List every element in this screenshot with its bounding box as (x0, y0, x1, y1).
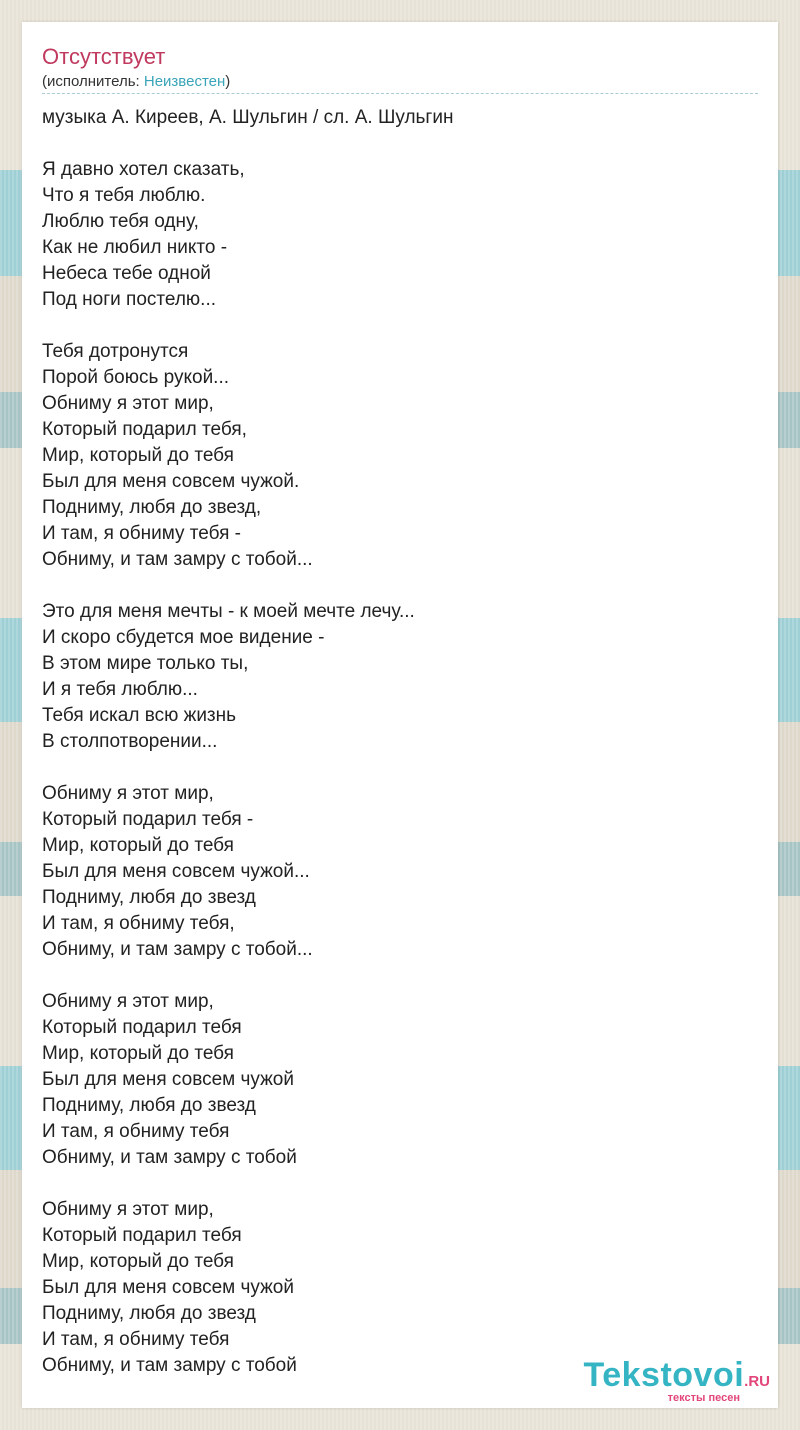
lyric-line: И там, я обниму тебя, (42, 913, 235, 934)
lyric-line: Который подарил тебя (42, 1225, 242, 1246)
logo-main-text: Tekstovoi (583, 1356, 745, 1394)
lyric-line: Был для меня совсем чужой (42, 1069, 294, 1090)
lyric-line: Подниму, любя до звезд, (42, 497, 262, 518)
lyric-line: Обниму, и там замру с тобой... (42, 939, 313, 960)
logo-wordmark (583, 1358, 770, 1392)
lyric-line: Это для меня мечты - к моей мечте лечу... (42, 601, 415, 622)
lyric-line: Небеса тебе одной (42, 263, 211, 284)
lyric-line: Обниму, и там замру с тобой (42, 1147, 297, 1168)
lyric-line: Обниму, и там замру с тобой (42, 1355, 297, 1376)
lyric-line: Что я тебя люблю. (42, 185, 206, 206)
header-divider (42, 93, 758, 94)
lyric-line: Был для меня совсем чужой. (42, 471, 300, 492)
lyric-line: Порой боюсь рукой... (42, 367, 230, 388)
lyric-line: И там, я обниму тебя (42, 1329, 230, 1350)
lyric-line: Был для меня совсем чужой (42, 1277, 294, 1298)
lyric-line: Подниму, любя до звезд (42, 1095, 256, 1116)
lyric-line: Который подарил тебя (42, 1017, 242, 1038)
performer-link[interactable]: Неизвестен (143, 73, 226, 90)
logo-tld: .RU (744, 1373, 770, 1390)
lyric-line: И я тебя люблю... (42, 679, 198, 700)
lyric-line: Я давно хотел сказать, (42, 159, 245, 180)
lyrics-stanza (42, 989, 742, 1171)
lyric-line: Люблю тебя одну, (42, 211, 199, 232)
performer-line (42, 72, 230, 92)
song-title: Отсутствует (42, 44, 166, 69)
lyric-line: Под ноги постелю... (42, 289, 217, 310)
lyric-line: Обниму я этот мир, (42, 783, 214, 804)
lyric-line: Был для меня совсем чужой... (42, 861, 310, 882)
lyrics-stanza (42, 339, 742, 573)
lyric-line: Как не любил никто - (42, 237, 228, 258)
lyric-line: Подниму, любя до звезд (42, 887, 256, 908)
lyric-line: Мир, который до тебя (42, 835, 234, 856)
lyric-line: В столпотворении... (42, 731, 218, 752)
logo-tagline: тексты песен (667, 1392, 740, 1404)
lyric-line: Тебя искал всю жизнь (42, 705, 237, 726)
lyric-line: Тебя дотронутся (42, 341, 189, 362)
song-credits: музыка А. Киреев, А. Шульгин / сл. А. Шульгин (42, 107, 454, 128)
site-logo[interactable] (583, 1358, 770, 1404)
lyric-line: И там, я обниму тебя - (42, 523, 241, 544)
lyrics-stanza (42, 599, 742, 755)
lyric-line: Обниму я этот мир, (42, 1199, 214, 1220)
lyric-line: Обниму я этот мир, (42, 393, 214, 414)
lyric-line: Обниму я этот мир, (42, 991, 214, 1012)
lyric-line: И скоро сбудется мое видение - (42, 627, 325, 648)
lyric-line: Который подарил тебя, (42, 419, 247, 440)
lyric-line: Который подарил тебя - (42, 809, 254, 830)
lyric-line: Мир, который до тебя (42, 445, 234, 466)
lyric-line: Обниму, и там замру с тобой... (42, 549, 313, 570)
lyrics-card (22, 22, 778, 1408)
performer-suffix: ) (225, 73, 231, 90)
lyric-line: Мир, который до тебя (42, 1043, 234, 1064)
performer-prefix: (исполнитель: (42, 73, 144, 90)
lyric-line: В этом мире только ты, (42, 653, 249, 674)
lyrics-stanza (42, 157, 742, 313)
lyrics-stanza (42, 1197, 742, 1379)
lyrics-body (42, 157, 745, 1405)
lyric-line: И там, я обниму тебя (42, 1121, 230, 1142)
lyric-line: Мир, который до тебя (42, 1251, 234, 1272)
lyric-line: Подниму, любя до звезд (42, 1303, 256, 1324)
lyrics-stanza (42, 781, 742, 963)
